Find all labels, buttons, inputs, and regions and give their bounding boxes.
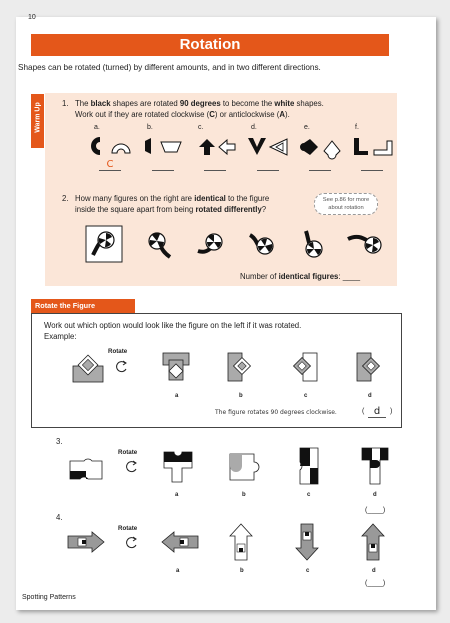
q1-shape-pair-e <box>298 135 344 157</box>
q3-answer[interactable]: (____) <box>365 507 386 514</box>
rotate-arrow-icon <box>114 359 128 373</box>
q3-number: 3. <box>56 437 63 446</box>
q3-option-label-a: a <box>175 492 179 498</box>
q4-option-d <box>361 522 385 562</box>
example-option-c <box>291 352 319 382</box>
q2-figure-5 <box>346 225 386 263</box>
see-page-note: See p.86 for more about rotation <box>314 193 378 215</box>
q3-rotate-label: Rotate <box>118 449 138 456</box>
q1-shape-pair-a <box>88 135 134 157</box>
example-option-label-d: d <box>368 393 372 399</box>
q1-answer-a[interactable]: C <box>99 160 121 171</box>
q3-option-label-b: b <box>242 492 246 498</box>
q1-label-c: c. <box>198 124 204 131</box>
q2-figure-4 <box>296 225 334 263</box>
example-option-d <box>355 352 383 382</box>
example-answer: d <box>368 407 386 418</box>
q1-shape-pair-d <box>245 135 291 157</box>
q2-number: 2. <box>62 194 69 203</box>
q2-text-line1: How many figures on the right are identical to the figure <box>75 194 270 203</box>
q3-option-d <box>360 446 390 486</box>
q4-option-label-b: b <box>240 568 244 574</box>
q1-label-d: d. <box>251 124 257 131</box>
example-source-figure <box>72 356 104 384</box>
q4-option-label-c: c <box>306 568 310 574</box>
q3-source-figure <box>68 455 104 483</box>
q4-option-label-d: d <box>372 568 376 574</box>
q1-number: 1. <box>62 99 69 108</box>
q4-rotate-label: Rotate <box>118 525 138 532</box>
example-option-b <box>226 352 254 382</box>
warm-up-tab-label: Warm Up <box>34 102 42 133</box>
page-number: 10 <box>28 14 36 21</box>
example-option-label-c: c <box>304 393 308 399</box>
page-footer: Spotting Patterns <box>22 594 76 601</box>
example-rotate-label: Rotate <box>108 348 128 355</box>
q2-figure-3 <box>244 225 282 263</box>
q1-text-line2: Work out if they are rotated clockwise (C) or anticlockwise (A). <box>75 110 290 119</box>
q1-label-b: b. <box>147 124 153 131</box>
q1-shape-pair-f <box>350 135 396 157</box>
q4-answer[interactable]: (____) <box>365 580 386 587</box>
q1-label-a: a. <box>94 124 100 131</box>
rotate-section-heading: Rotate the Figure <box>31 299 135 313</box>
q4-rotate-arrow-icon <box>124 535 138 549</box>
q2-target-figure <box>85 225 123 263</box>
q1-label-f: f. <box>355 124 359 131</box>
q1-answer-d[interactable] <box>257 160 279 171</box>
q4-option-label-a: a <box>176 568 180 574</box>
q4-option-b <box>229 522 253 562</box>
q1-answer-f[interactable] <box>361 160 383 171</box>
q1-answer-e[interactable] <box>309 160 331 171</box>
q1-answer-b[interactable] <box>152 160 174 171</box>
q3-option-label-c: c <box>307 492 311 498</box>
warm-up-tab <box>31 94 44 148</box>
q2-figure-1 <box>140 225 178 263</box>
q1-shape-pair-b <box>141 135 187 157</box>
example-option-label-a: a <box>175 393 179 399</box>
example-answer-open-paren: ( <box>362 408 365 415</box>
page-title: Rotation <box>31 34 389 56</box>
example-answer-close-paren: ) <box>390 408 393 415</box>
q2-answer-line: Number of identical figures: ____ <box>240 272 361 281</box>
q3-option-c <box>294 446 324 486</box>
rotate-instruction: Work out which option would look like the figure on the left if it was rotated. Example: <box>44 321 302 341</box>
q1-label-e: e. <box>304 124 310 131</box>
q1-shape-pair-c <box>193 135 239 157</box>
q1-text-line1: The black shapes are rotated 90 degrees to become the white shapes. <box>75 99 324 108</box>
q3-rotate-arrow-icon <box>124 459 138 473</box>
intro-text: Shapes can be rotated (turned) by different amounts, and in two different directions. <box>18 63 321 72</box>
example-option-label-b: b <box>239 393 243 399</box>
example-option-a <box>162 352 190 382</box>
example-note: The figure rotates 90 degrees clockwise. <box>215 409 337 416</box>
q1-answer-c[interactable] <box>204 160 226 171</box>
q3-option-b <box>228 450 264 484</box>
q2-figure-2 <box>192 225 230 263</box>
q3-option-label-d: d <box>373 492 377 498</box>
q4-number: 4. <box>56 513 63 522</box>
q4-source-figure <box>66 531 106 553</box>
q4-option-c <box>295 522 319 562</box>
q2-text-line2: inside the square apart from being rotated differently? <box>75 205 267 214</box>
q4-option-a <box>160 531 200 553</box>
q3-option-a <box>162 448 194 486</box>
